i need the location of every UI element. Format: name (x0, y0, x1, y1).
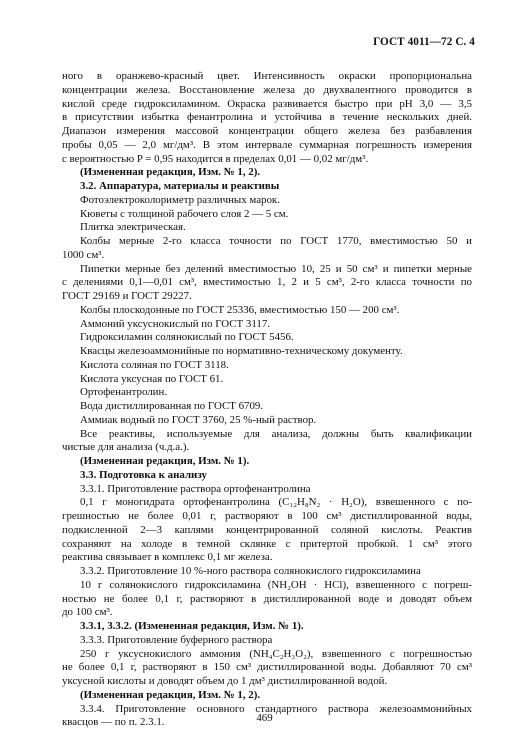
body-line: Квасцы железоаммонийные по нормативно-техническому документу. (80, 345, 403, 357)
body-line: подкисленной 2—3 каплями концентрированной соляной кислоты. Реактив (62, 523, 472, 536)
page-number: 469 (256, 712, 273, 724)
revision-note: (Измененная редакция, Изм. № 1, 2). (80, 688, 261, 701)
subsection-heading: 3.3.3. Приготовление буферного раствора (80, 633, 273, 646)
body-line: не более 0,1 г, растворяют в 150 см³ дистиллированной воды. Добавляют 70 см³ (62, 661, 472, 674)
body-text (62, 70, 472, 730)
body-line: ГОСТ 29169 и ГОСТ 29227. (62, 290, 192, 302)
body-line: 10 г солянокислого гидроксиламина (NH₂OH · HCl), взвешенного с погреш- (80, 578, 472, 591)
revision-note: 3.3.1, 3.3.2. (Измененная редакция, Изм. № 1). (80, 620, 304, 632)
body-line: пробы 0,05 — 2,0 мг/дм³. В этом интервале суммарная погрешность измерения (62, 138, 472, 151)
body-line: уксусной кислоты и доводят объем до 1 дм³ дистиллированной водой. (62, 675, 388, 687)
body-line: кислой среде гидроксиламином. Окраска развивается быстро при pH 3,0 — 3,5 (62, 97, 472, 110)
page-header: ГОСТ 4011—72 С. 4 (373, 36, 475, 48)
body-line: Плитка электрическая. (80, 221, 186, 234)
body-line: Вода дистиллированная по ГОСТ 6709. (80, 400, 264, 412)
body-line: Все реактивы, используемые для анализа, должны быть квалификации (80, 427, 472, 440)
body-line: Гидроксиламин солянокислый по ГОСТ 5456. (80, 331, 294, 344)
body-line: 0,1 г моногидрата ортофенантролина (C₁₂H₈N₂ · H₂O), взвешенного с по- (80, 496, 472, 509)
body-line: квасцов — по п. 2.3.1. (62, 716, 165, 729)
subsection-heading: 3.3.1. Приготовление раствора ортофенантролина (80, 482, 311, 495)
subsection-heading: 3.3.2. Приготовление 10 %-ного раствора солянокислого гидроксиламина (80, 565, 421, 577)
body-line: сохраняют на холоде в темной склянке с притертой пробкой. 1 см³ этого (62, 537, 472, 550)
body-line: Фотоэлектроколориметр различных марок. (80, 193, 280, 206)
body-line: Кюветы с толщиной рабочего слоя 2 — 5 см. (80, 207, 289, 220)
revision-note: (Измененная редакция, Изм. № 1). (80, 455, 250, 467)
body-line: Колбы плоскодонные по ГОСТ 25336, вместимостью 150 — 200 см³. (80, 303, 400, 316)
body-line: Аммиак водный по ГОСТ 3760, 25 %-ный раствор. (80, 413, 317, 426)
body-line: реактива связывает в комплекс 0,1 мг железа. (62, 551, 273, 564)
body-line: Пипетки мерные без делений вместимостью 10, 25 и 50 см³ и пипетки мерные (80, 262, 472, 275)
body-line: грешностью не более 0,01 г, растворяют в 100 см³ дистиллированной воды, (62, 510, 472, 522)
body-line: Кислота соляная по ГОСТ 3118. (80, 358, 229, 371)
body-line: концентрации железа. Восстановление железа до двухвалентного проводится в (62, 83, 472, 96)
subsection-heading: 3.3.4. Приготовление основного стандартного раствора железоаммонийных (80, 702, 472, 715)
body-line: Колбы мерные 2-го класса точности по ГОСТ 1770, вместимостью 50 и (80, 235, 472, 247)
revision-note: (Измененная редакция, Изм. № 1, 2). (80, 166, 261, 179)
body-line: до 100 см³. (62, 606, 113, 619)
body-line: Диапазон измерения массовой концентрации общего железа без разбавления (62, 125, 472, 137)
body-line: в присутствии избытка фенантролина и устойчива в течение нескольких дней. (62, 111, 472, 124)
body-line: 250 г уксуснокислого аммония (NH₄C₂H₃O₂), взвешенного с погрешностью (80, 647, 472, 660)
body-line: с делениями 0,1—0,01 см³, вместимостью 1, 2 и 5 см³, 2-го класса точности по (62, 276, 472, 289)
body-line: Кислота уксусная по ГОСТ 61. (80, 372, 224, 385)
body-line: ностью не более 0,1 г, растворяют в дистиллированной воде и доводят объем (62, 592, 472, 605)
body-line: Ортофенантролин. (80, 386, 168, 399)
section-heading: 3.3. Подготовка к анализу (80, 468, 207, 481)
body-line: ного в оранжево-красный цвет. Интенсивность окраски пропорциональна (62, 70, 472, 82)
body-line: чистые для анализа (ч.д.а.). (62, 441, 190, 454)
body-line: 1000 см³. (62, 248, 105, 261)
body-line: Аммоний уксуснокислый по ГОСТ 3117. (80, 317, 271, 330)
section-heading: 3.2. Аппаратура, материалы и реактивы (80, 180, 280, 192)
body-line: с вероятностью P = 0,95 находится в пределах 0,01 — 0,02 мг/дм³. (62, 152, 369, 165)
